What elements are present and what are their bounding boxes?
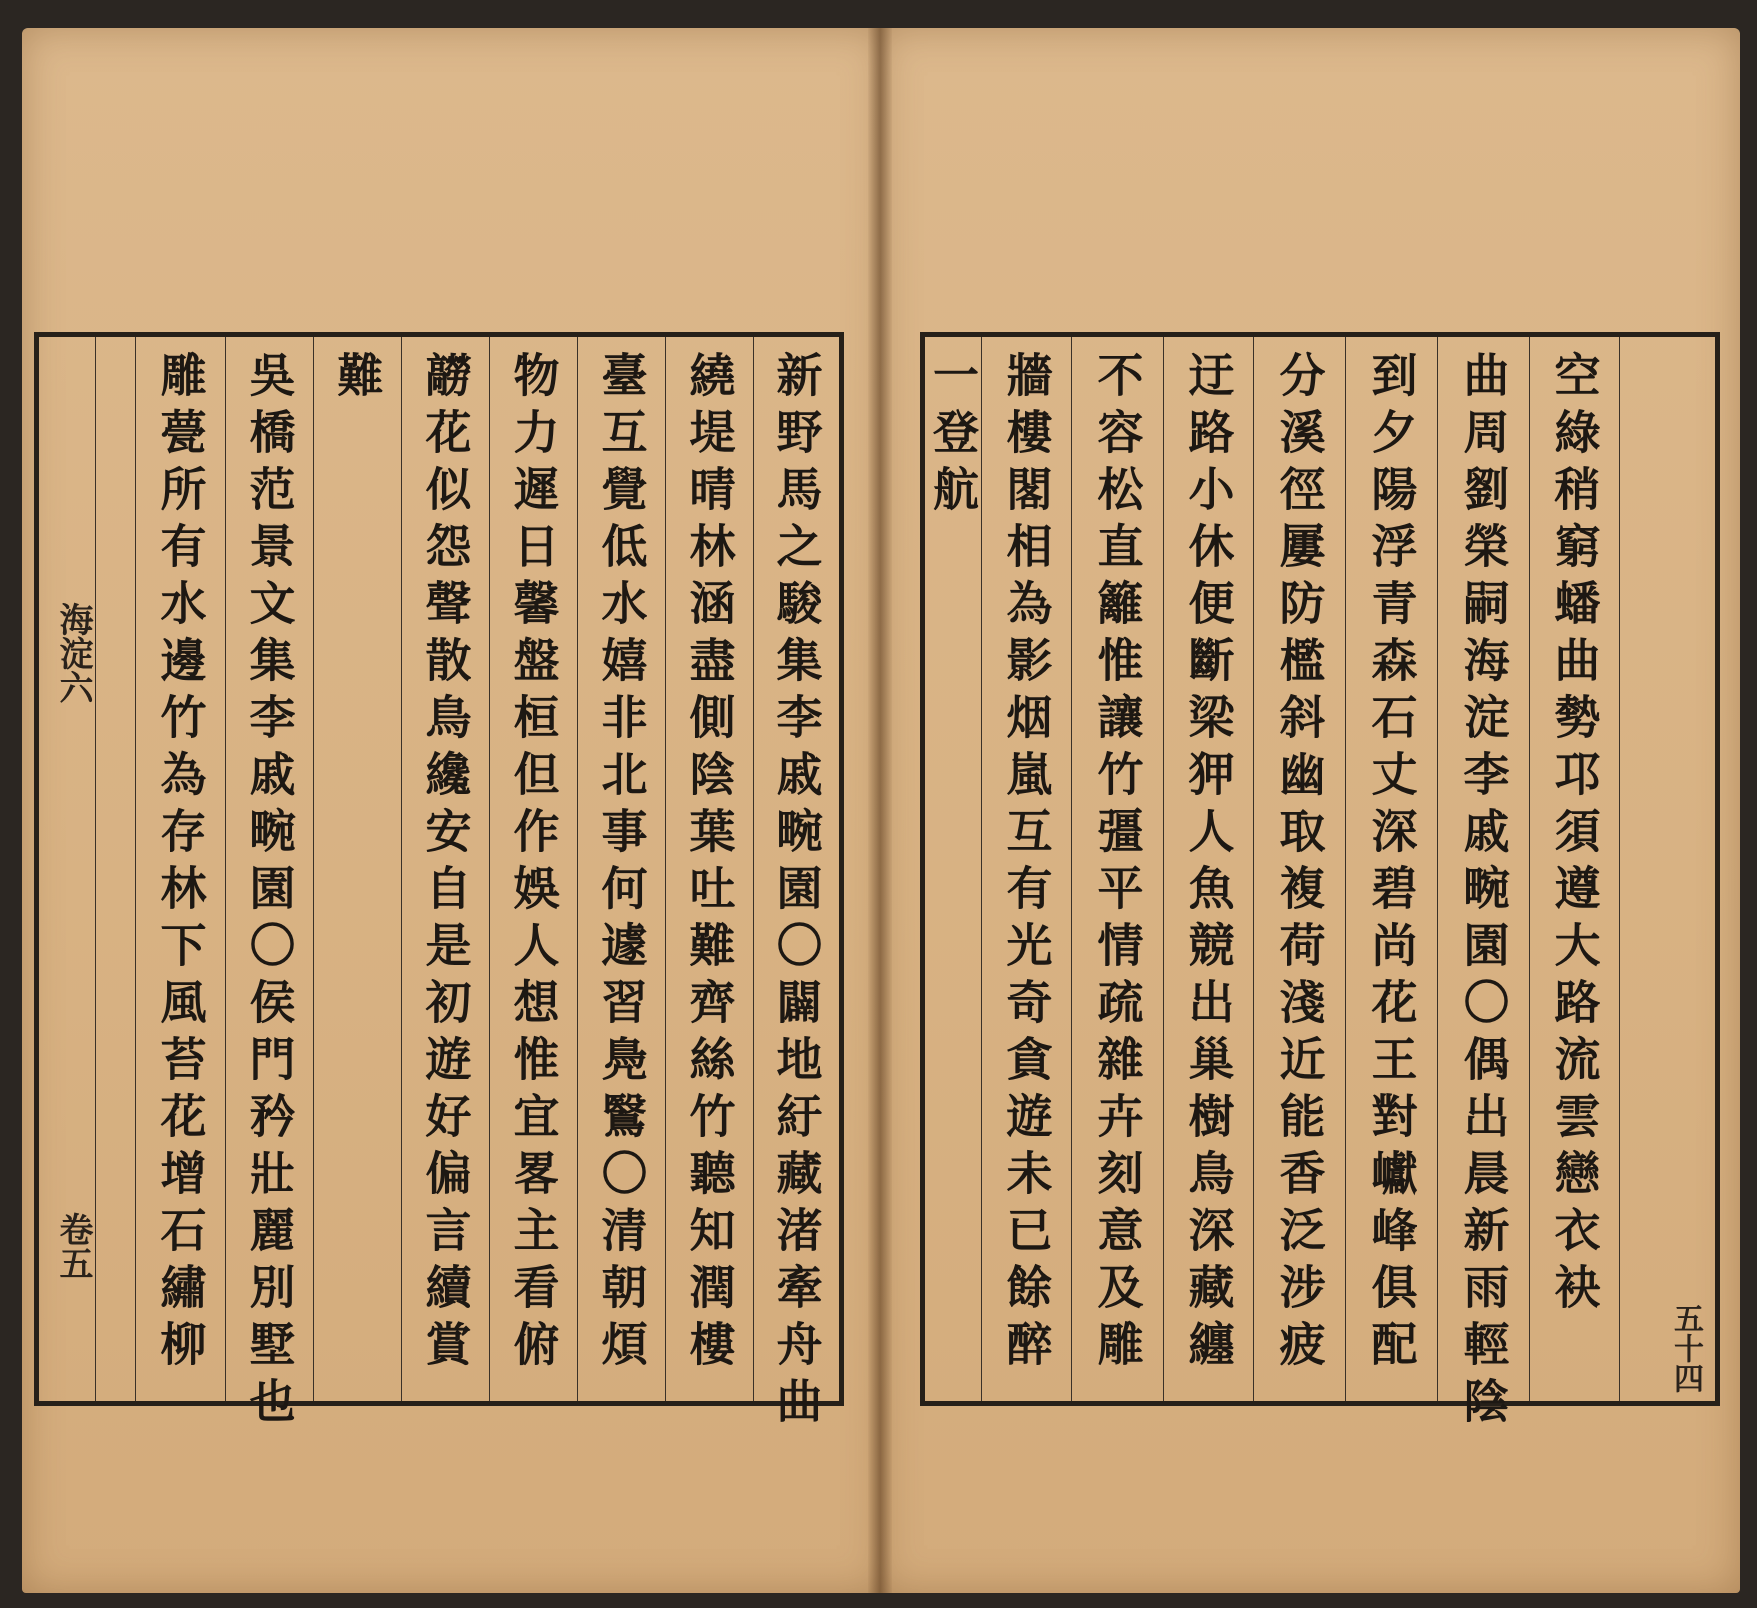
text-column bbox=[1437, 337, 1529, 1434]
column-text: 不容松直籬惟讓竹彊平情疏雜卉刻意及雕 bbox=[1090, 351, 1145, 1377]
text-column bbox=[753, 337, 839, 1434]
text-column bbox=[225, 337, 313, 1434]
text-column bbox=[489, 337, 577, 1401]
column-text: 新野馬之駿集李戚畹園〇闢地紆藏渚牽舟曲 bbox=[769, 351, 824, 1434]
left-text-frame bbox=[34, 332, 844, 1434]
right-text-frame bbox=[920, 332, 1720, 1434]
column-text: 難 bbox=[330, 351, 385, 408]
column-text: 一登航 bbox=[926, 351, 980, 522]
text-column bbox=[1071, 337, 1163, 1401]
book-spine bbox=[868, 28, 892, 1593]
text-column bbox=[1529, 337, 1619, 1401]
column-text: 髝花似怨聲散鳥纔安自是初遊好偏言續賞 bbox=[418, 351, 473, 1377]
column-text: 臺互覺低水嬉非北事何遽習鳧鷖〇清朝煩 bbox=[594, 351, 649, 1377]
text-column bbox=[577, 337, 665, 1401]
text-column bbox=[401, 337, 489, 1401]
column-text: 到夕陽浮青森石丈深碧尚花王對巘峰俱配 bbox=[1364, 351, 1419, 1377]
text-column bbox=[925, 337, 981, 1401]
margin-volume: 卷五 bbox=[53, 1212, 93, 1280]
column-text: 分溪徑屢防檻斜幽取複荷淺近能香泛涉疲 bbox=[1272, 351, 1327, 1377]
column-text: 物力遲日馨盤桓但作娛人想惟宜畧主看俯 bbox=[506, 351, 561, 1377]
margin-column bbox=[1619, 337, 1715, 1401]
text-column bbox=[665, 337, 753, 1401]
column-text: 繞堤晴林涵盡側陰葉吐難齊絲竹聽知潤樓 bbox=[682, 351, 737, 1377]
column-text: 空綠稍窮蟠曲勢邛須遵大路流雲戀衣袂 bbox=[1547, 351, 1602, 1320]
text-column bbox=[1163, 337, 1253, 1401]
column-text: 迂路小休便斷梁狎人魚競出巢樹鳥深藏纏 bbox=[1181, 351, 1236, 1377]
text-column bbox=[1345, 337, 1437, 1401]
text-column bbox=[1253, 337, 1345, 1401]
column-text: 牆樓閣相為影烟嵐互有光奇貪遊未已餘醉 bbox=[999, 351, 1054, 1377]
text-column bbox=[135, 337, 225, 1401]
folio-number: 五十四 bbox=[1668, 1303, 1703, 1393]
column-text: 雕甍所有水邊竹為存林下風苔花增石繡柳 bbox=[153, 351, 208, 1377]
margin-title: 海淀六 bbox=[53, 602, 93, 704]
column-text: 吳橋范景文集李戚畹園〇侯門矜壯麗別墅也 bbox=[242, 351, 297, 1434]
text-column bbox=[313, 337, 401, 1401]
column-text: 曲周劉榮嗣海淀李戚畹園〇偶出晨新雨輕陰 bbox=[1456, 351, 1511, 1434]
margin-column bbox=[95, 337, 135, 1401]
text-column bbox=[981, 337, 1071, 1401]
